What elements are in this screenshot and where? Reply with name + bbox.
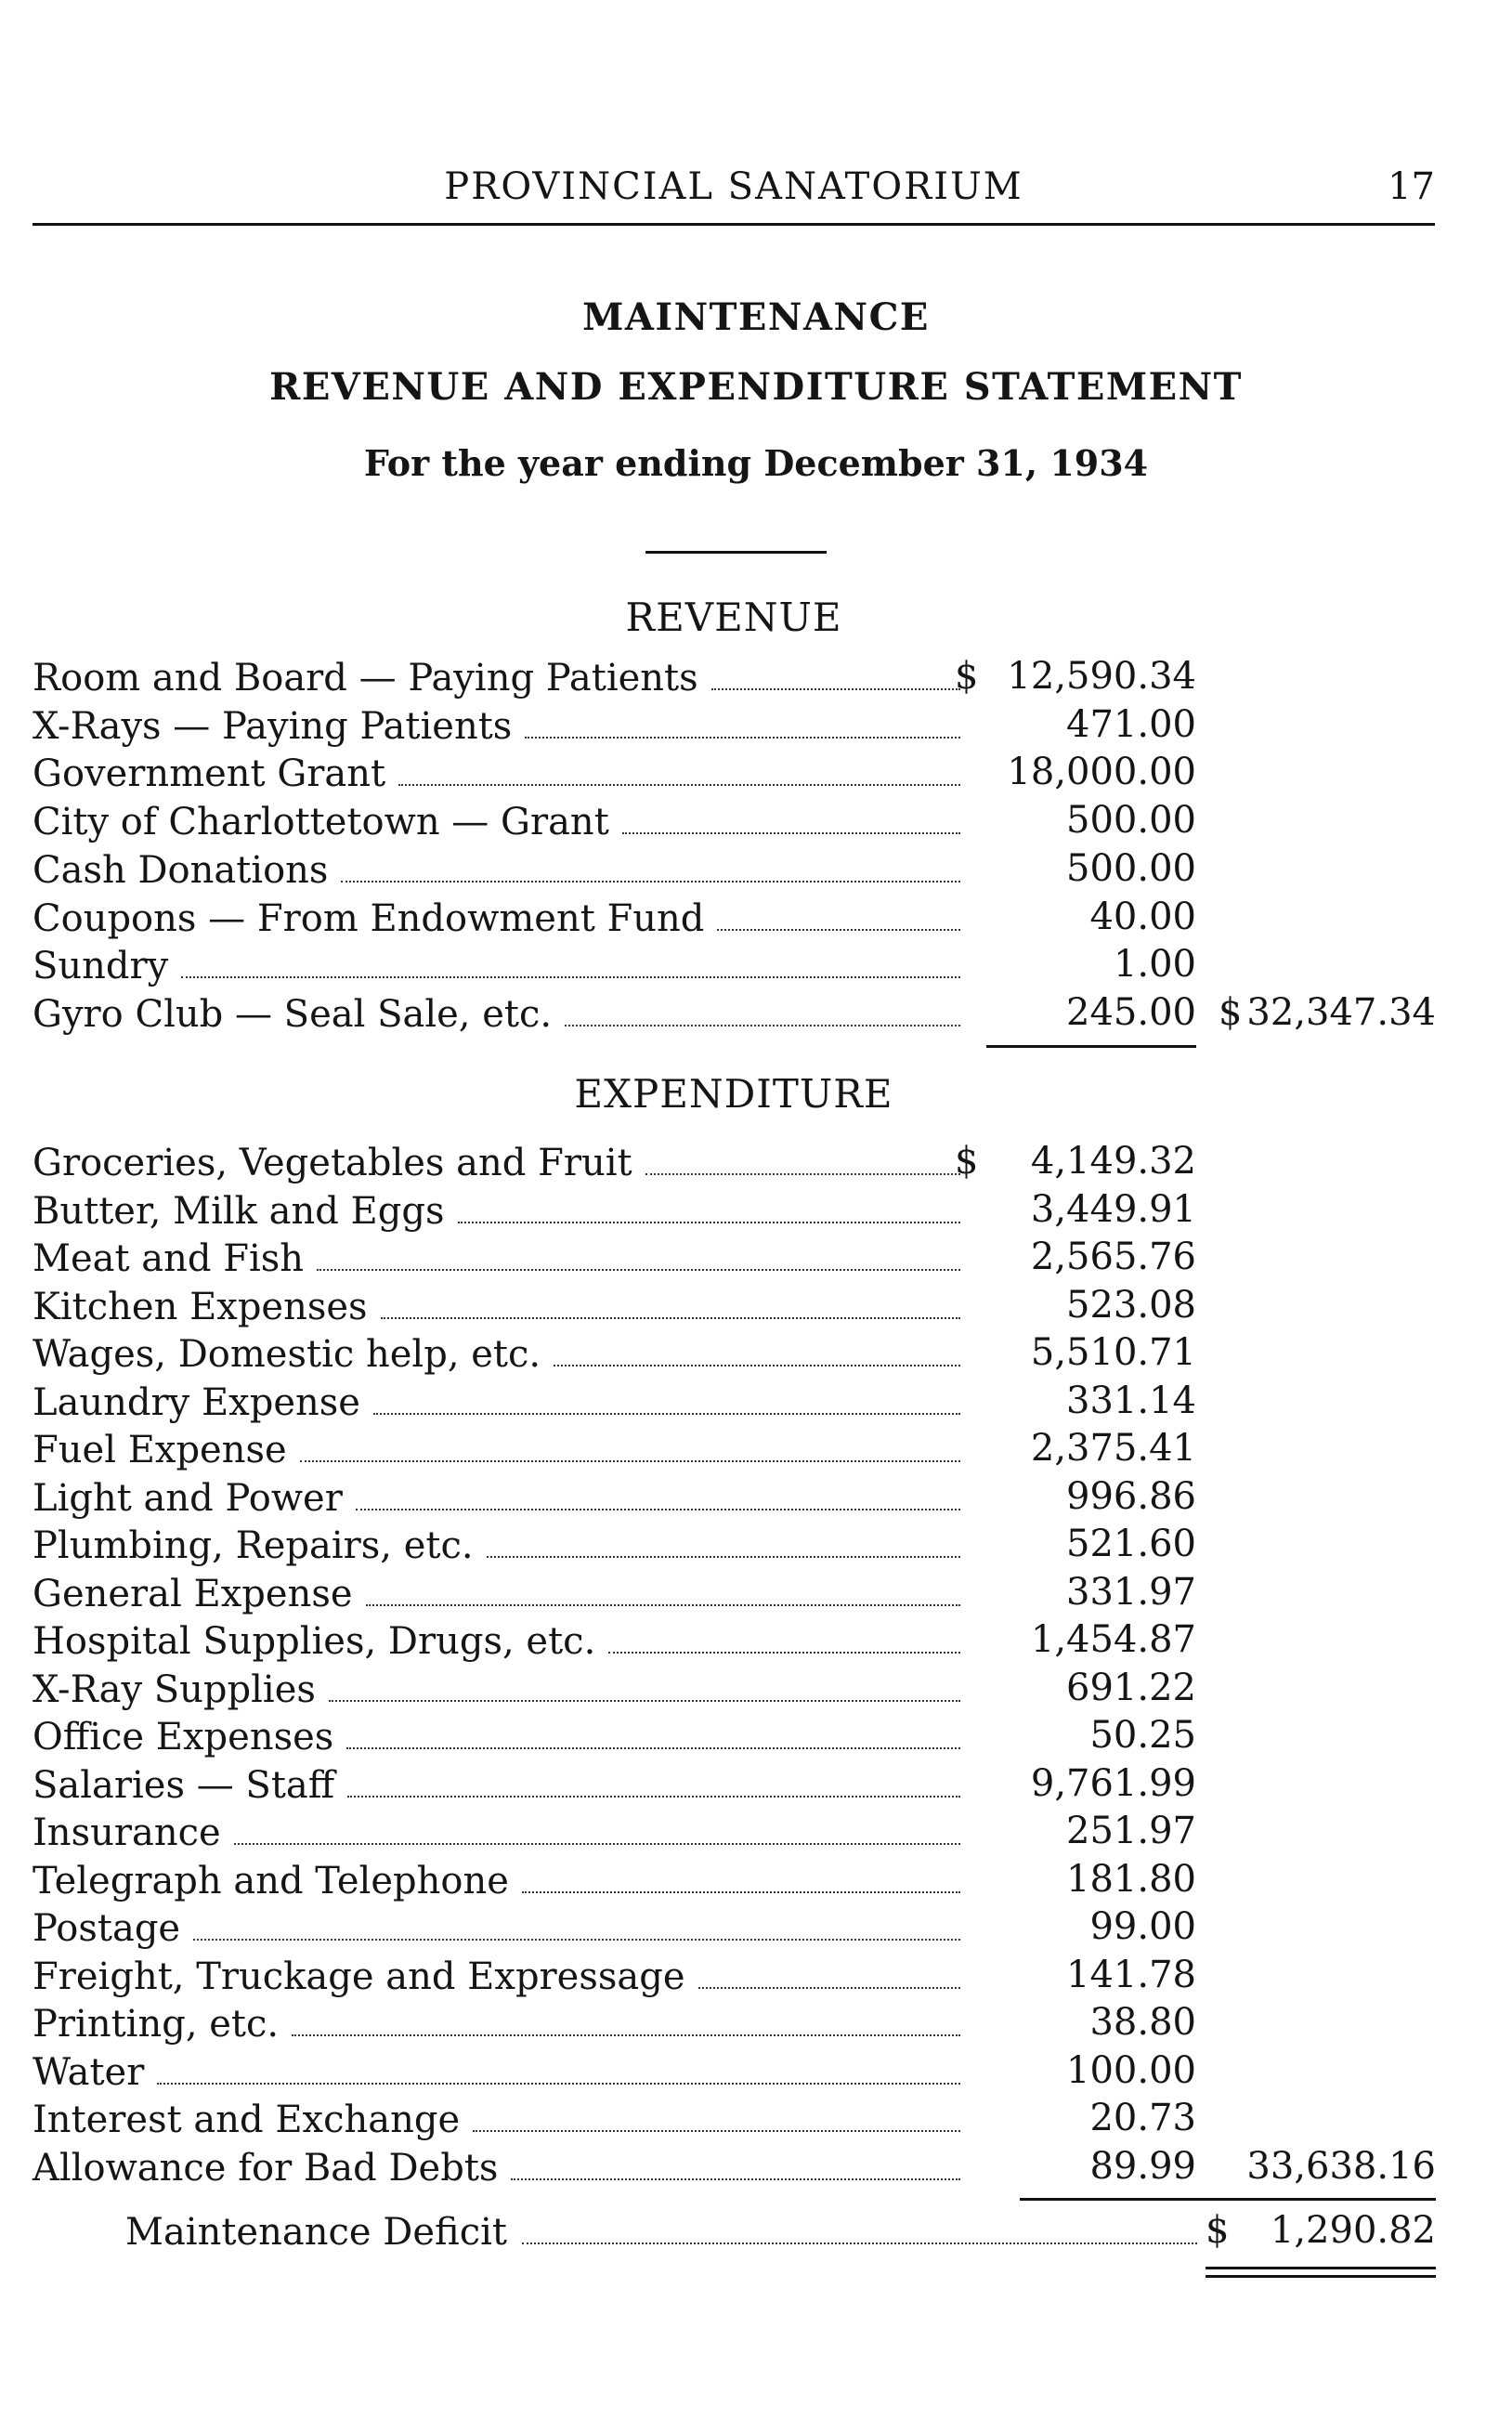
line-item-amount: 1,454.87	[1030, 1618, 1196, 1661]
line-item-label: Meat and Fish	[33, 1237, 305, 1280]
line-item-label: Wages, Domestic help, etc.	[33, 1333, 541, 1376]
dot-leader	[711, 688, 960, 690]
dot-leader	[329, 1700, 960, 1702]
line-item-amount: 500.00	[1066, 799, 1196, 843]
line-item-label-cell	[33, 989, 966, 1036]
line-item-label: Insurance	[33, 1811, 221, 1854]
line-item-label-cell	[33, 1903, 966, 1950]
line-item-amount: 331.97	[1066, 1570, 1196, 1614]
line-item-amount: 5,510.71	[1030, 1331, 1196, 1374]
expenditure-row	[0, 1760, 1512, 1807]
line-item-label: X-Ray Supplies	[33, 1667, 316, 1711]
expenditure-heading: EXPENDITURE	[574, 1071, 893, 1117]
dot-leader	[157, 2083, 960, 2085]
dot-leader	[193, 1939, 960, 1941]
line-item-label-cell	[33, 1378, 966, 1424]
line-item-amount: 18,000.00	[1007, 751, 1196, 794]
expenditure-row	[0, 1999, 1512, 2046]
line-item-label-cell	[33, 1760, 966, 1807]
dot-leader	[181, 976, 960, 978]
line-item-label-cell	[33, 701, 966, 748]
expenditure-row	[0, 2047, 1512, 2094]
line-item-amount: 331.14	[1066, 1379, 1196, 1422]
revenue-row	[0, 797, 1512, 843]
dot-leader	[373, 1413, 960, 1415]
page-number: 17	[1388, 165, 1435, 208]
line-item-amount: 471.00	[1066, 702, 1196, 746]
header-rule	[33, 223, 1435, 226]
dot-leader	[473, 2130, 960, 2132]
line-item-label-cell	[33, 1808, 966, 1854]
line-item-label-cell	[33, 1569, 966, 1615]
line-item-label-cell	[33, 1138, 966, 1184]
dot-leader	[554, 1365, 960, 1366]
expenditure-row	[0, 1903, 1512, 1950]
title-rule	[645, 551, 827, 554]
line-item-amount: 181.80	[1066, 1857, 1196, 1901]
deficit-double-rule	[1206, 2267, 1436, 2278]
line-item-label-cell	[33, 1234, 966, 1280]
line-item-amount: 4,149.32	[1030, 1140, 1196, 1183]
deficit-row	[0, 2207, 1512, 2254]
dot-leader	[522, 2242, 1197, 2244]
line-item-label: Government Grant	[33, 752, 386, 796]
dot-leader	[347, 1796, 960, 1798]
expenditure-row	[0, 1138, 1512, 1184]
deficit-dollar-sign: $	[1206, 2209, 1230, 2252]
dot-leader	[292, 2034, 960, 2036]
line-item-label: City of Charlottetown — Grant	[33, 801, 609, 844]
line-item-amount: 89.99	[1089, 2144, 1196, 2188]
revenue-total: 32,347.34	[1246, 990, 1436, 1034]
deficit-label: Maintenance Deficit	[125, 2211, 507, 2254]
line-item-label-cell	[33, 1665, 966, 1711]
line-item-label-cell	[33, 1999, 966, 2046]
line-item-label: Sundry	[33, 945, 169, 988]
expenditure-row	[0, 2143, 1512, 2190]
line-item-label: Printing, etc.	[33, 2003, 280, 2046]
expenditure-row	[0, 1378, 1512, 1424]
line-item-label: Office Expenses	[33, 1716, 334, 1759]
dot-leader	[608, 1652, 960, 1654]
line-item-label: Water	[33, 2050, 145, 2094]
expenditure-row	[0, 1952, 1512, 1998]
expenditure-row	[0, 1808, 1512, 1854]
line-item-amount: 996.86	[1066, 1474, 1196, 1518]
dot-leader	[346, 1747, 960, 1749]
line-item-label: Light and Power	[33, 1476, 343, 1520]
line-item-label: Salaries — Staff	[33, 1763, 335, 1807]
line-item-label: Room and Board — Paying Patients	[33, 657, 698, 700]
line-item-label-cell	[33, 797, 966, 843]
expenditure-row	[0, 1282, 1512, 1328]
revenue-row	[0, 653, 1512, 700]
line-item-amount: 245.00	[1066, 990, 1196, 1034]
expenditure-row	[0, 1569, 1512, 1615]
dot-leader	[717, 929, 960, 931]
dot-leader	[525, 737, 960, 739]
dot-leader	[698, 1987, 960, 1989]
line-item-label: Interest and Exchange	[33, 2099, 461, 2141]
line-item-label: Groceries, Vegetables and Fruit	[33, 1142, 632, 1184]
line-item-label: Laundry Expense	[33, 1380, 360, 1424]
line-item-label: Postage	[33, 1907, 181, 1950]
dot-leader	[381, 1317, 960, 1319]
line-item-label-cell	[33, 941, 966, 987]
line-item-label-cell	[33, 1952, 966, 1998]
revenue-row	[0, 845, 1512, 892]
dot-leader	[487, 1556, 960, 1558]
dot-leader	[645, 1173, 960, 1175]
expenditure-row	[0, 2095, 1512, 2141]
line-item-label: General Expense	[33, 1572, 353, 1615]
dollar-sign: $	[955, 655, 979, 698]
line-item-label-cell	[33, 1282, 966, 1328]
revenue-row	[0, 989, 1512, 1036]
statement-title: MAINTENANCE	[582, 295, 930, 339]
line-item-label-cell	[33, 2095, 966, 2141]
line-item-label-cell	[33, 1186, 966, 1233]
expenditure-sum-rule	[1020, 2198, 1436, 2201]
page-header	[33, 158, 1435, 214]
line-item-label-cell	[33, 2143, 966, 2190]
line-item-label: X-Rays — Paying Patients	[33, 704, 513, 748]
line-item-label-cell	[33, 1616, 966, 1663]
line-item-label-cell	[33, 653, 966, 700]
line-item-label: Coupons — From Endowment Fund	[33, 896, 705, 940]
line-item-amount: 521.60	[1066, 1523, 1196, 1565]
deficit-label-cell	[125, 2207, 1203, 2254]
line-item-label-cell	[33, 1521, 966, 1567]
revenue-row	[0, 941, 1512, 987]
line-item-label-cell	[33, 1425, 966, 1471]
statement-subtitle: REVENUE AND EXPENDITURE STATEMENT	[269, 365, 1243, 409]
dot-leader	[341, 881, 960, 883]
dot-leader	[565, 1025, 960, 1026]
line-item-label-cell	[33, 1329, 966, 1376]
line-item-amount: 1.00	[1113, 943, 1196, 987]
revenue-row	[0, 894, 1512, 940]
revenue-sum-rule	[986, 1045, 1196, 1048]
line-item-amount: 99.00	[1089, 1905, 1196, 1948]
line-item-label: Butter, Milk and Eggs	[33, 1189, 445, 1233]
line-item-label: Gyro Club — Seal Sale, etc.	[33, 992, 553, 1036]
line-item-amount: 141.78	[1066, 1953, 1196, 1996]
line-item-amount: 2,375.41	[1030, 1427, 1196, 1470]
expenditure-row	[0, 1473, 1512, 1520]
line-item-label-cell	[33, 894, 966, 940]
revenue-heading: REVENUE	[625, 595, 842, 640]
line-item-label: Cash Donations	[33, 848, 329, 892]
expenditure-row	[0, 1234, 1512, 1280]
deficit-amount: 1,290.82	[1270, 2209, 1436, 2252]
dot-leader	[511, 2178, 960, 2180]
line-item-label: Fuel Expense	[33, 1429, 287, 1471]
dollar-sign: $	[955, 1140, 979, 1183]
expenditure-row	[0, 1616, 1512, 1663]
dot-leader	[366, 1604, 960, 1606]
line-item-label-cell	[33, 1473, 966, 1520]
line-item-amount: 500.00	[1066, 846, 1196, 890]
line-item-label-cell	[33, 1856, 966, 1903]
expenditure-row	[0, 1186, 1512, 1233]
line-item-amount: 9,761.99	[1030, 1761, 1196, 1805]
line-item-amount: 50.25	[1089, 1714, 1196, 1757]
expenditure-row	[0, 1665, 1512, 1711]
line-item-label-cell	[33, 845, 966, 892]
dot-leader	[622, 832, 960, 834]
expenditure-row	[0, 1712, 1512, 1759]
line-item-amount: 12,590.34	[1007, 655, 1196, 698]
line-item-amount: 691.22	[1066, 1666, 1196, 1709]
line-item-amount: 38.80	[1089, 2001, 1196, 2044]
expenditure-total: 33,638.16	[1246, 2144, 1436, 2188]
statement-period: For the year ending December 31, 1934	[363, 442, 1149, 484]
dot-leader	[356, 1509, 960, 1510]
running-head: PROVINCIAL SANATORIUM	[444, 165, 1023, 208]
total-dollar-sign: $	[1219, 990, 1243, 1034]
dot-leader	[317, 1269, 960, 1271]
line-item-label: Freight, Truckage and Expressage	[33, 1955, 685, 1998]
line-item-label-cell	[33, 2047, 966, 2094]
revenue-row	[0, 749, 1512, 795]
dot-leader	[300, 1460, 960, 1462]
line-item-amount: 100.00	[1066, 2048, 1196, 2092]
line-item-label: Telegraph and Telephone	[33, 1859, 509, 1903]
line-item-amount: 40.00	[1089, 895, 1196, 938]
line-item-label: Kitchen Expenses	[33, 1285, 368, 1328]
line-item-label: Hospital Supplies, Drugs, etc.	[33, 1620, 596, 1663]
dot-leader	[522, 1891, 960, 1893]
line-item-amount: 3,449.91	[1030, 1187, 1196, 1231]
line-item-label-cell	[33, 1712, 966, 1759]
dot-leader	[234, 1843, 960, 1845]
line-item-label: Allowance for Bad Debts	[33, 2146, 499, 2190]
dot-leader	[398, 784, 960, 786]
line-item-amount: 20.73	[1089, 2097, 1196, 2139]
expenditure-row	[0, 1521, 1512, 1567]
line-item-amount: 251.97	[1066, 1810, 1196, 1852]
line-item-amount: 523.08	[1066, 1283, 1196, 1327]
expenditure-row	[0, 1329, 1512, 1376]
expenditure-row	[0, 1856, 1512, 1903]
line-item-label: Plumbing, Repairs, etc.	[33, 1524, 474, 1567]
line-item-label-cell	[33, 749, 966, 795]
expenditure-row	[0, 1425, 1512, 1471]
revenue-row	[0, 701, 1512, 748]
line-item-amount: 2,565.76	[1030, 1236, 1196, 1278]
dot-leader	[458, 1222, 961, 1223]
